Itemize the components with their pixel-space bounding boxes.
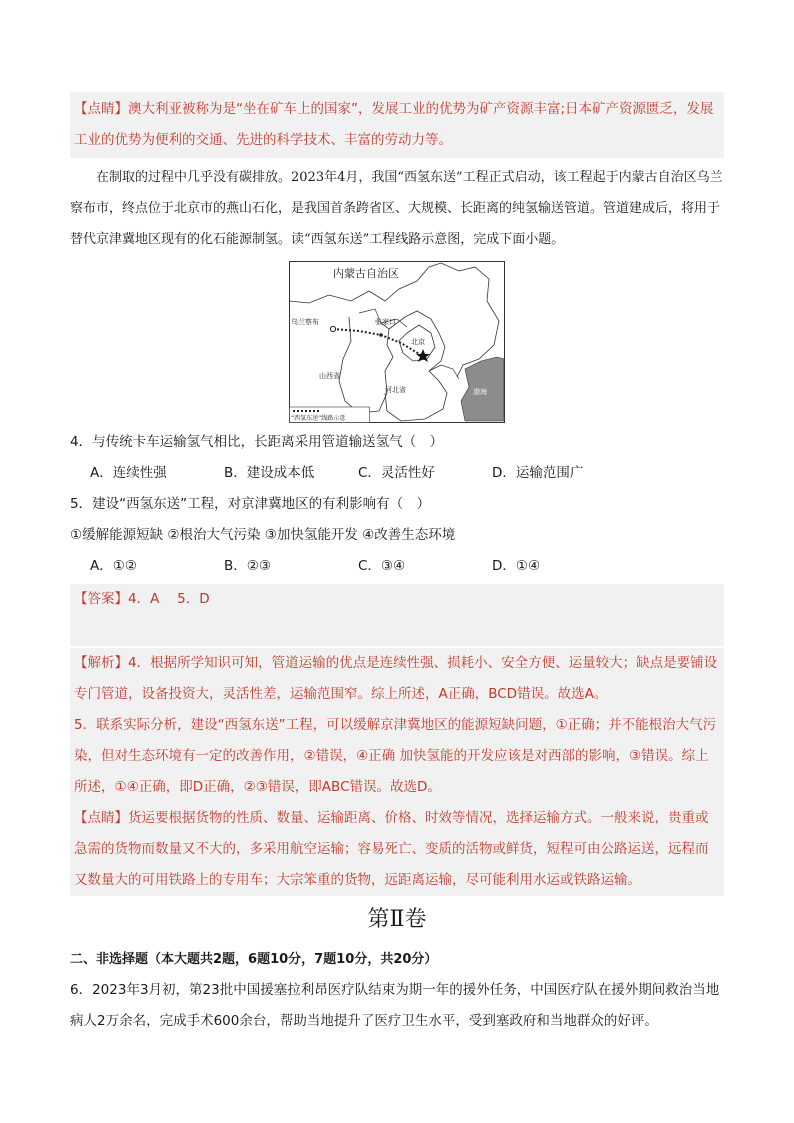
q5-options [70, 551, 724, 582]
route-map-svg [289, 261, 505, 423]
section-heading: 二、非选择题（本大题共2题，6题10分，7题10分，共20分） [70, 952, 438, 967]
map-label-bohai: 渤海 [473, 388, 487, 396]
map-legend-text: “西氢东送”线路示意 [291, 415, 346, 422]
q5-option-b: B．②③ [224, 558, 271, 574]
q4-option-c: C．灵活性好 [358, 465, 435, 481]
q5-items: ①缓解能源短缺 ②根治大气污染 ③加快氢能开发 ④改善生态环境 [70, 527, 456, 543]
analysis-box [70, 648, 724, 896]
q5-option-c: C．③④ [358, 558, 406, 574]
q5-option-d: D．①④ [492, 558, 541, 574]
dianjing-tag-2: 【点睛】 [74, 810, 128, 826]
dianjing-text-2: 货运要根据货物的性质、数量、运输距离、价格、时效等情况，选择运输方式。一般来说，贵重或急需的货物而数量又不大的，多采用航空运输；容易死亡、变质的活物或鲜货，短程可由公路运送，远程而又数量大的可用铁路上的专用车；大宗笨重的货物，远距离运输，尽可能利用水运或铁路运输。 [74, 810, 709, 888]
answer-tag: 【答案】 [74, 591, 128, 607]
answer-text: 4．A 5．D [128, 591, 210, 607]
route-map [289, 261, 505, 423]
q4-options [70, 458, 724, 489]
ulanqab-marker [330, 326, 335, 331]
map-label-title: 内蒙古自治区 [333, 267, 399, 280]
q5-stem: 5．建设“西氢东送”工程，对京津冀地区的有利影响有（ ） [70, 496, 431, 512]
q4-option-a: A．连续性强 [90, 465, 167, 481]
analysis-p2: 5．联系实际分析，建设“西氢东送”工程，可以缓解京津冀地区的能源短缺问题，①正确；并不能根治大气污染，但对生态环境有一定的改善作用，②错误，④正确 加快氢能的开发应该是对西部的影响，③错误。综上所述，①④正确，即D正确，②③错误，即ABC错误。故选D。 [74, 717, 717, 795]
dianjing-box-1 [70, 92, 724, 158]
q6-text: 6．2023年3月初，第23批中国援塞拉利昂医疗队结束为期一年的援外任务，中国医疗队在援外期间救治当地病人2万余名，完成手术600余台，帮助当地提升了医疗卫生水平，受到塞政府和当地群众的好评。 [70, 982, 720, 1029]
zhangjiakou-marker [379, 333, 383, 337]
map-label-ulanqab: 乌兰察布 [291, 318, 319, 326]
map-label-shanxi: 山西省 [319, 372, 340, 380]
map-label-beijing: 北京 [411, 338, 425, 346]
map-label-zhangjiakou: 张家口 [375, 318, 396, 326]
q4-option-b: B．建设成本低 [224, 465, 315, 481]
q4-stem: 4．与传统卡车运输氢气相比，长距离采用管道输送氢气（ ） [70, 434, 444, 450]
answer-box [70, 584, 724, 646]
dianjing-tag: 【点睛】 [74, 101, 128, 117]
question-intro: 在制取的过程中几乎没有碳排放。2023年4月，我国“西氢东送”工程正式启动，该工程起于内蒙古自治区乌兰察布市，终点位于北京市的燕山石化，是我国首条跨省区、大规模、长距离的纯氢输送管道。管道建成后，将用于替代京津冀地区现有的化石能源制氢。读“西氢东送”工程线路示意图，完成下面小题。 [70, 170, 723, 247]
section-title: 第Ⅱ卷 [367, 907, 427, 932]
analysis-p1: 4．根据所学知识可知，管道运输的优点是连续性强、损耗小、安全方便、运量较大；缺点是要铺设专门管道，设备投资大，灵活性差，运输范围窄。综上所述，A正确，BCD错误。故选A。 [74, 655, 718, 702]
analysis-tag: 【解析】 [74, 655, 128, 671]
map-label-hebei: 河北省 [385, 386, 406, 394]
q4-option-d: D．运输范围广 [492, 465, 584, 481]
dianjing-text: 澳大利亚被称为是“坐在矿车上的国家”，发展工业的优势为矿产资源丰富;日本矿产资源匮乏，发展工业的优势为便利的交通、先进的科学技术、丰富的劳动力等。 [74, 101, 714, 148]
q5-option-a: A．①② [90, 558, 137, 574]
document-page [70, 92, 724, 1037]
